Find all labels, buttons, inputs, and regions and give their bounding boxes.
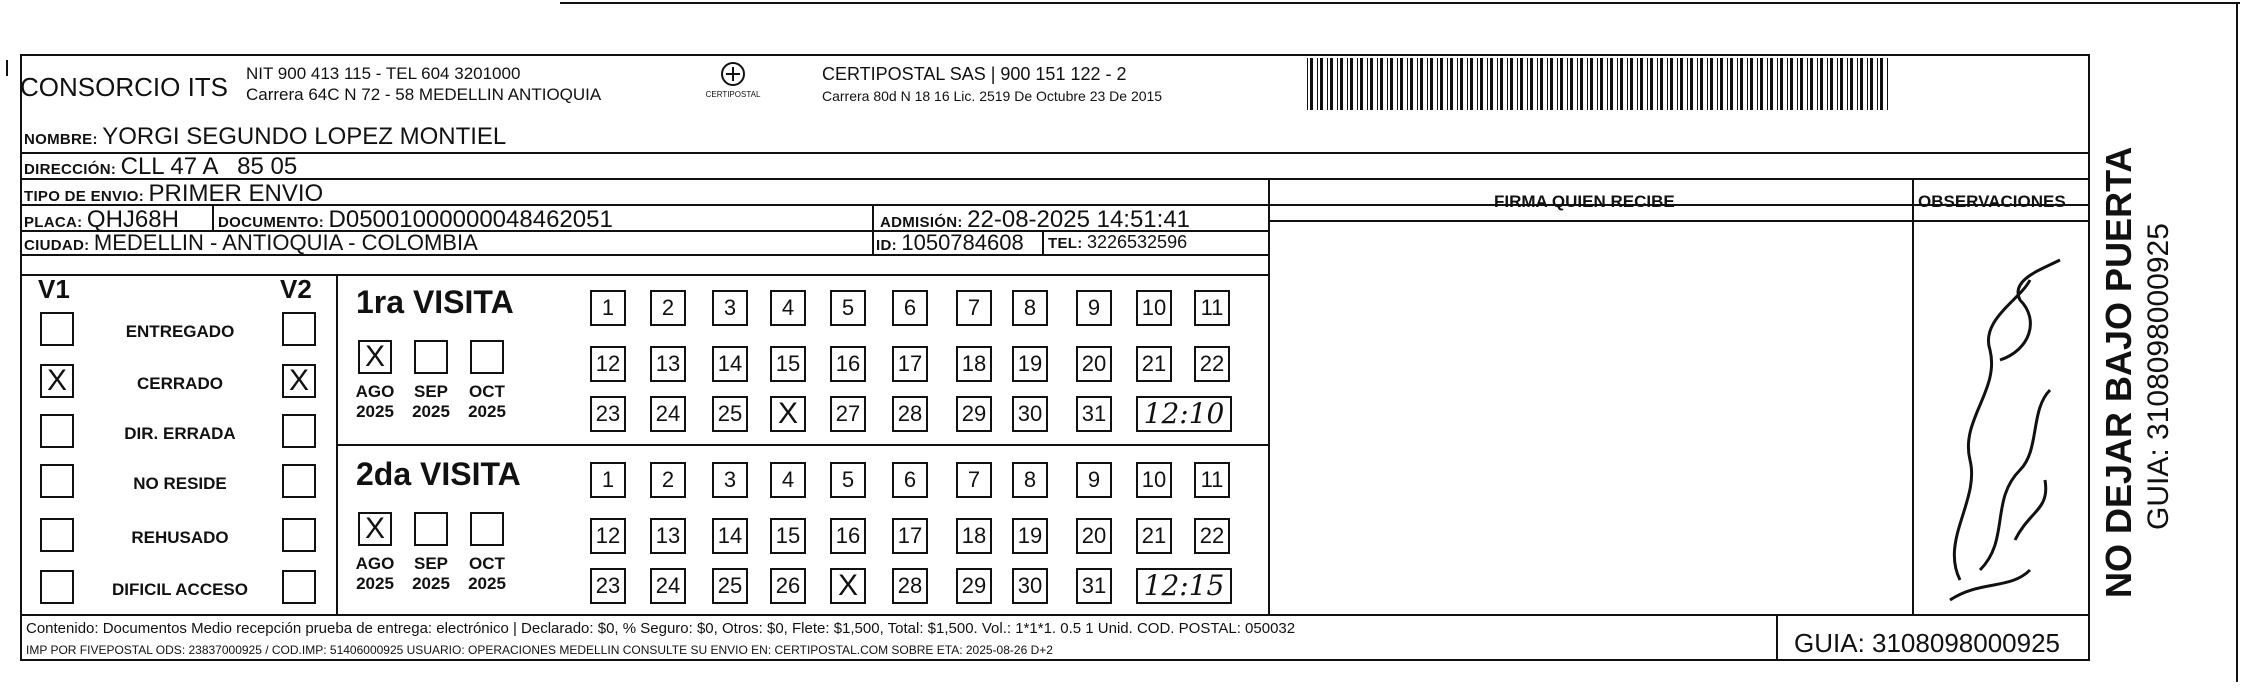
day-box[interactable]: 24 bbox=[650, 568, 686, 604]
day-box[interactable]: 8 bbox=[1012, 462, 1048, 498]
day-box[interactable]: 5 bbox=[830, 462, 866, 498]
day-box[interactable]: 24 bbox=[650, 396, 686, 432]
day-box[interactable]: 21 bbox=[1136, 518, 1172, 554]
day-box[interactable]: 27 bbox=[830, 396, 866, 432]
tipo-value: PRIMER ENVIO bbox=[148, 180, 324, 207]
month-year: 2025 bbox=[356, 402, 394, 421]
day-box[interactable]: 9 bbox=[1076, 462, 1112, 498]
month-checkbox[interactable] bbox=[470, 512, 504, 546]
month-year: 2025 bbox=[468, 574, 506, 593]
day-box[interactable]: 29 bbox=[956, 396, 992, 432]
logo-caption: CERTIPOSTAL bbox=[705, 90, 761, 99]
admision-value: 22-08-2025 14:51:41 bbox=[967, 206, 1191, 233]
firma-label: FIRMA QUIEN RECIBE bbox=[1494, 192, 1675, 211]
v1-checkbox[interactable] bbox=[40, 518, 74, 552]
status-label: NO RESIDE bbox=[133, 474, 227, 493]
footer-imp: IMP POR FIVEPOSTAL ODS: 23837000925 / COD.IMP: 51406000925 USUARIO: OPERACIONES MEDELLIN CONSULTE SU ENVIO EN: CERTIPOSTAL.COM SOBRE ETA: 2025-08-26 D+2 bbox=[26, 643, 1053, 657]
day-box[interactable]: 4 bbox=[770, 462, 806, 498]
day-box[interactable]: 1 bbox=[590, 290, 626, 326]
side-guia: GUIA: 3108098000925 bbox=[2142, 223, 2175, 530]
day-box[interactable]: 25 bbox=[712, 568, 748, 604]
status-label: CERRADO bbox=[137, 374, 223, 393]
day-box[interactable]: 20 bbox=[1076, 346, 1112, 382]
handwritten-observation bbox=[1920, 240, 2080, 610]
day-box[interactable]: 10 bbox=[1136, 290, 1172, 326]
day-box[interactable]: 11 bbox=[1194, 290, 1230, 326]
day-box[interactable]: 30 bbox=[1012, 568, 1048, 604]
day-box[interactable]: 30 bbox=[1012, 396, 1048, 432]
v1-checkbox[interactable]: X bbox=[40, 364, 74, 398]
month-checkbox[interactable] bbox=[414, 512, 448, 546]
day-box[interactable]: 23 bbox=[590, 396, 626, 432]
placa-label: PLACA: bbox=[24, 214, 83, 231]
documento-label: DOCUMENTO: bbox=[218, 214, 325, 231]
month-name: OCT bbox=[469, 554, 505, 573]
v2-checkbox[interactable] bbox=[282, 414, 316, 448]
footer-contenido: Contenido: Documentos Medio recepción prueba de entrega: electrónico | Declarado: $0, % Seguro: $0, Otros: $0, Flete: $1,500, Total: $1,500. Vol.: 1*1*1. 0.5 1 Unid. COD. POSTAL: 050032 bbox=[26, 620, 1296, 637]
day-box[interactable]: 8 bbox=[1012, 290, 1048, 326]
id-value: 1050784608 bbox=[901, 230, 1024, 255]
admision-divider bbox=[872, 204, 874, 254]
day-box[interactable]: 19 bbox=[1012, 518, 1048, 554]
tel-value: 3226532596 bbox=[1086, 232, 1188, 252]
day-box[interactable]: 22 bbox=[1194, 346, 1230, 382]
v2-checkbox[interactable] bbox=[282, 312, 316, 346]
right-edge-line bbox=[2236, 2, 2238, 682]
visit-split-line bbox=[336, 444, 1270, 446]
v2-checkbox[interactable] bbox=[282, 464, 316, 498]
ciudad-value: MEDELLIN - ANTIOQUIA - COLOMBIA bbox=[93, 230, 478, 255]
day-box[interactable]: 13 bbox=[650, 346, 686, 382]
month-name: SEP bbox=[413, 382, 449, 401]
footer-guia: GUIA: 3108098000925 bbox=[1794, 628, 2060, 658]
firma-divider bbox=[1268, 178, 1270, 615]
tel-row bbox=[1048, 232, 1187, 253]
day-box[interactable]: X bbox=[770, 396, 806, 432]
nombre-value: YORGI SEGUNDO LOPEZ MONTIEL bbox=[102, 123, 507, 150]
day-box[interactable]: 19 bbox=[1012, 346, 1048, 382]
v2-checkbox[interactable] bbox=[282, 518, 316, 552]
company-nit: NIT 900 413 115 - TEL 604 3201000 bbox=[246, 64, 521, 83]
day-box[interactable]: 15 bbox=[770, 346, 806, 382]
month-year: 2025 bbox=[356, 574, 394, 593]
day-box[interactable]: 13 bbox=[650, 518, 686, 554]
admision-label: ADMISIÓN: bbox=[880, 214, 963, 231]
month-checkbox[interactable] bbox=[414, 340, 448, 374]
day-box[interactable]: 18 bbox=[956, 346, 992, 382]
v1-checkbox[interactable] bbox=[40, 312, 74, 346]
visit-title: 1ra VISITA bbox=[356, 284, 514, 320]
month-name: AGO bbox=[355, 382, 395, 401]
direccion-value: CLL 47 A 85 05 bbox=[120, 153, 298, 180]
footer-guia-divider bbox=[1776, 614, 1778, 661]
day-box[interactable]: 18 bbox=[956, 518, 992, 554]
status-label: DIFICIL ACCESO bbox=[111, 580, 248, 599]
day-box[interactable]: 22 bbox=[1194, 518, 1230, 554]
day-box[interactable]: 2 bbox=[650, 290, 686, 326]
id-row bbox=[876, 230, 1024, 256]
day-box[interactable]: 4 bbox=[770, 290, 806, 326]
day-box[interactable]: 14 bbox=[712, 518, 748, 554]
carrier-name: CERTIPOSTAL SAS | 900 151 122 - 2 bbox=[822, 64, 1127, 84]
day-box[interactable]: 12 bbox=[590, 346, 626, 382]
documento-value: D05001000000048462051 bbox=[328, 206, 613, 233]
day-box[interactable]: 14 bbox=[712, 346, 748, 382]
day-box[interactable]: 31 bbox=[1076, 396, 1112, 432]
day-box[interactable]: 7 bbox=[956, 290, 992, 326]
day-box[interactable]: 16 bbox=[830, 346, 866, 382]
day-box[interactable]: 28 bbox=[892, 396, 928, 432]
visit-time-box[interactable]: 12:10 bbox=[1136, 396, 1232, 432]
row-line-1 bbox=[20, 152, 2090, 154]
row-line-6 bbox=[20, 274, 1270, 276]
day-box[interactable]: 17 bbox=[892, 346, 928, 382]
v1-checkbox[interactable] bbox=[40, 464, 74, 498]
nombre-row bbox=[24, 123, 506, 151]
month-name: AGO bbox=[355, 554, 395, 573]
day-box[interactable]: 16 bbox=[830, 518, 866, 554]
month-name: SEP bbox=[413, 554, 449, 573]
status-label: REHUSADO bbox=[131, 528, 229, 547]
day-box[interactable]: 21 bbox=[1136, 346, 1172, 382]
visit-time-box[interactable]: 12:15 bbox=[1136, 568, 1232, 604]
day-box[interactable]: 7 bbox=[956, 462, 992, 498]
day-box[interactable]: 9 bbox=[1076, 290, 1112, 326]
company-address: Carrera 64C N 72 - 58 MEDELLIN ANTIOQUIA bbox=[246, 85, 602, 104]
placa-value: QHJ68H bbox=[86, 206, 179, 233]
visit-title: 2da VISITA bbox=[356, 456, 521, 492]
day-box[interactable]: 12 bbox=[590, 518, 626, 554]
day-box[interactable]: 20 bbox=[1076, 518, 1112, 554]
day-box[interactable]: 31 bbox=[1076, 568, 1112, 604]
tel-label: TEL: bbox=[1048, 235, 1083, 252]
day-box[interactable]: 28 bbox=[892, 568, 928, 604]
day-box[interactable]: 29 bbox=[956, 568, 992, 604]
v1-checkbox[interactable] bbox=[40, 570, 74, 604]
day-box[interactable]: 25 bbox=[712, 396, 748, 432]
row-line-2 bbox=[20, 178, 2090, 180]
ciudad-row bbox=[24, 230, 478, 256]
month-year: 2025 bbox=[468, 402, 506, 421]
day-box[interactable]: 15 bbox=[770, 518, 806, 554]
day-box[interactable]: 10 bbox=[1136, 462, 1172, 498]
day-box[interactable]: 11 bbox=[1194, 462, 1230, 498]
month-checkbox[interactable]: X bbox=[358, 512, 392, 546]
ciudad-label: CIUDAD: bbox=[24, 237, 90, 254]
day-box[interactable]: 26 bbox=[770, 568, 806, 604]
observaciones-label: OBSERVACIONES bbox=[1918, 192, 2066, 211]
nombre-label: NOMBRE: bbox=[24, 131, 98, 148]
day-box[interactable]: 5 bbox=[830, 290, 866, 326]
direccion-row bbox=[24, 153, 297, 181]
footer-line bbox=[20, 614, 2090, 616]
day-box[interactable]: 3 bbox=[712, 290, 748, 326]
v2-checkbox[interactable]: X bbox=[282, 364, 316, 398]
month-checkbox[interactable] bbox=[470, 340, 504, 374]
side-divider bbox=[2088, 152, 2090, 661]
side-warning: NO DEJAR BAJO PUERTA bbox=[2098, 146, 2139, 598]
tipo-row bbox=[24, 180, 323, 208]
day-box[interactable]: 3 bbox=[712, 462, 748, 498]
corner-mark bbox=[6, 60, 8, 76]
month-year: 2025 bbox=[412, 574, 450, 593]
status-label: DIR. ERRADA bbox=[124, 424, 236, 443]
v1-checkbox[interactable] bbox=[40, 414, 74, 448]
v2-checkbox[interactable] bbox=[282, 570, 316, 604]
day-box[interactable]: 2 bbox=[650, 462, 686, 498]
firma-header-line bbox=[1270, 220, 2090, 222]
top-edge-line bbox=[560, 2, 2240, 4]
carrier-address: Carrera 80d N 18 16 Lic. 2519 De Octubre 23 De 2015 bbox=[822, 88, 1163, 104]
day-box[interactable]: 1 bbox=[590, 462, 626, 498]
month-name: OCT bbox=[469, 382, 505, 401]
v1-label: V1 bbox=[38, 274, 70, 304]
day-box[interactable]: X bbox=[830, 568, 866, 604]
v2-label: V2 bbox=[280, 274, 312, 304]
month-year: 2025 bbox=[412, 402, 450, 421]
month-checkbox[interactable]: X bbox=[358, 340, 392, 374]
tipo-label: TIPO DE ENVIO: bbox=[24, 188, 145, 205]
day-box[interactable]: 23 bbox=[590, 568, 626, 604]
day-box[interactable]: 6 bbox=[892, 462, 928, 498]
day-box[interactable]: 6 bbox=[892, 290, 928, 326]
day-box[interactable]: 17 bbox=[892, 518, 928, 554]
direccion-label: DIRECCIÓN: bbox=[24, 161, 117, 178]
company-name: CONSORCIO ITS bbox=[20, 72, 229, 102]
status-label: ENTREGADO bbox=[125, 322, 235, 341]
id-label: ID: bbox=[876, 237, 897, 254]
obs-divider bbox=[1912, 178, 1914, 615]
